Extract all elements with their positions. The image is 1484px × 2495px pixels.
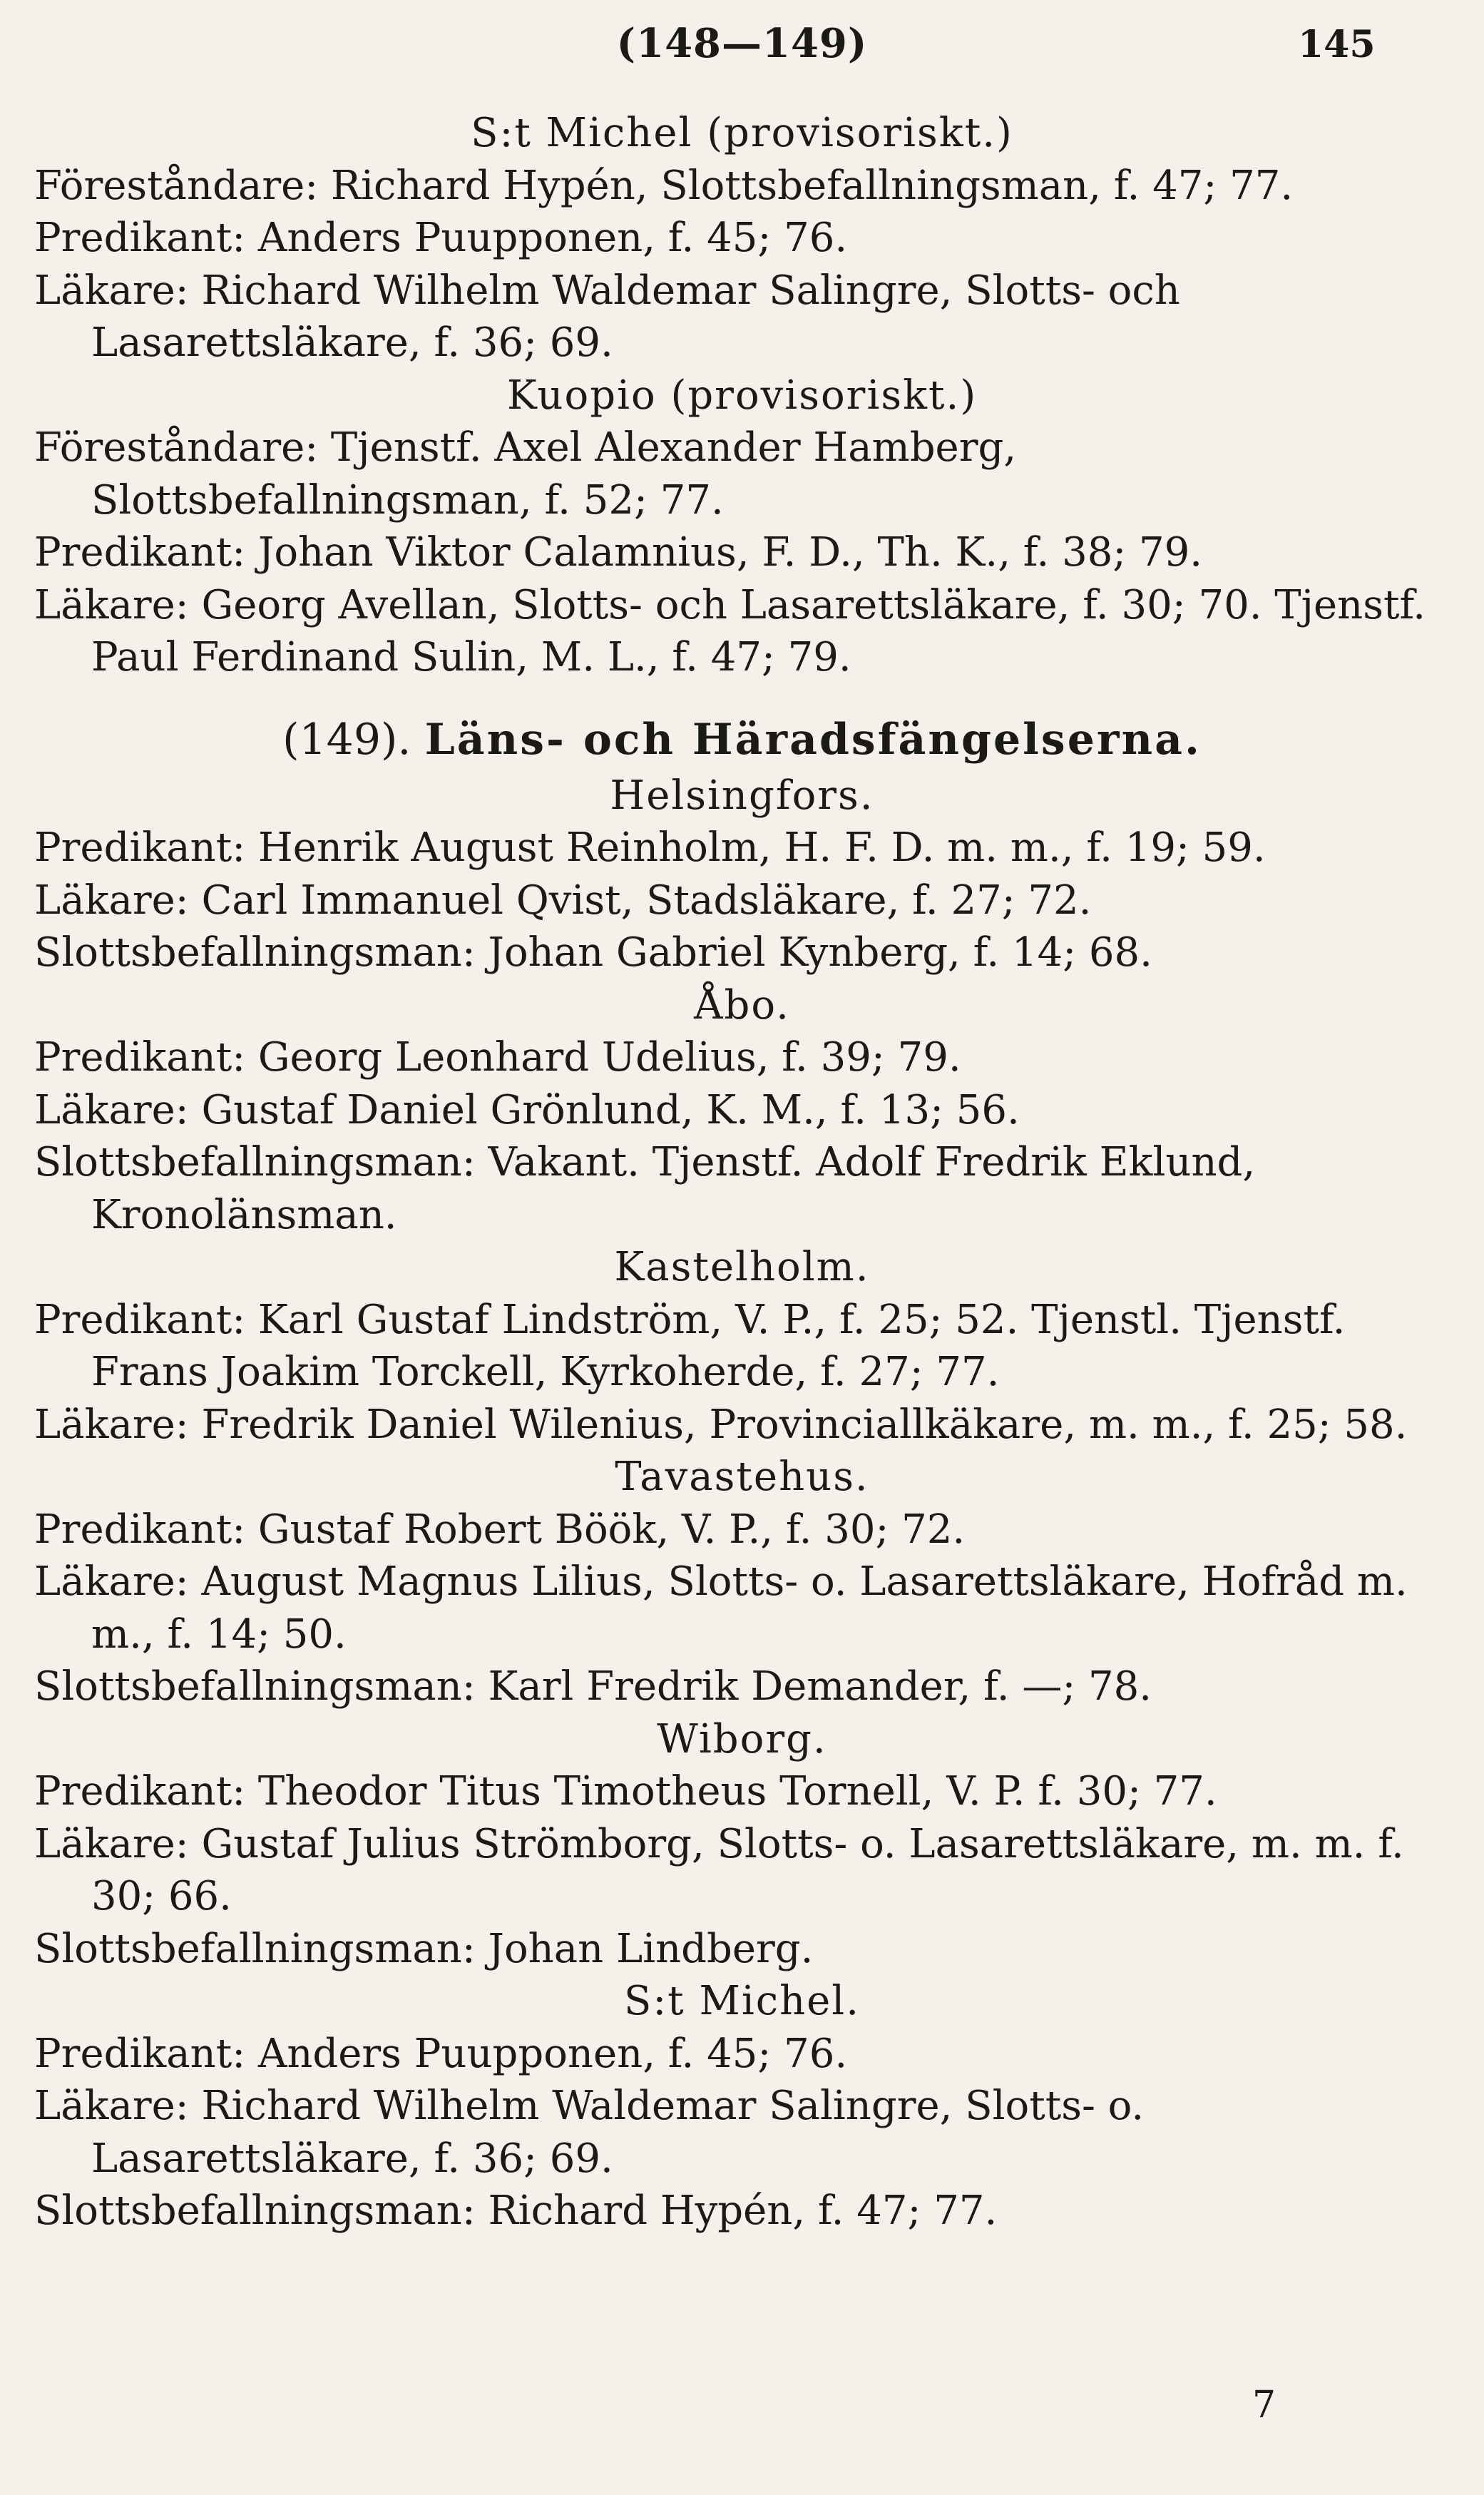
city-heading: Helsingfors. — [610, 772, 874, 819]
section-heading — [34, 710, 1450, 770]
entry: Predikant: Johan Viktor Calamnius, F. D., Th. K., f. 38; 79. — [34, 529, 1203, 576]
entry: Predikant: Anders Puupponen, f. 45; 76. — [34, 215, 848, 261]
entry: Predikant: Karl Gustaf Lindström, V. P., f. 25; 52. Tjenstl. Tjenstf. Frans Joakim Torckell, Kyrkoherde, f. 27; 77. — [34, 1296, 1346, 1395]
city-heading: Tavastehus. — [615, 1454, 869, 1500]
entry: Slottsbefallningsman: Richard Hypén, f. 47; 77. — [34, 2188, 998, 2234]
entry: Läkare: Richard Wilhelm Waldemar Salingre, Slotts- o. Lasarettsläkare, f. 36; 69. — [34, 2083, 1145, 2182]
entry: Läkare: August Magnus Lilius, Slotts- o. Lasarettsläkare, Hofråd m. m., f. 14; 50. — [34, 1558, 1408, 1658]
entry: Läkare: Richard Wilhelm Waldemar Salingre, Slotts- och Lasarettsläkare, f. 36; 69. — [34, 267, 1180, 366]
entry: Predikant: Gustaf Robert Böök, V. P., f. 30; 72. — [34, 1506, 966, 1553]
entry: Läkare: Fredrik Daniel Wilenius, Provinciallkäkare, m. m., f. 25; 58. — [34, 1401, 1408, 1448]
page-range-header: (148—149) — [616, 20, 868, 67]
entry: Läkare: Georg Avellan, Slotts- och Lasarettsläkare, f. 30; 70. Tjenstf. Paul Ferdinand Sulin, M. L., f. 47; 79. — [34, 581, 1426, 680]
section-title: Läns- och Häradsfängelserna. — [424, 714, 1202, 765]
city-heading: Åbo. — [694, 981, 790, 1029]
city-heading: S:t Michel (provisoriskt.) — [471, 110, 1013, 156]
entry: Slottsbefallningsman: Johan Gabriel Kynberg, f. 14; 68. — [34, 929, 1152, 976]
entry: Predikant: Georg Leonhard Udelius, f. 39; 79. — [34, 1034, 961, 1081]
entry: Predikant: Henrik August Reinholm, H. F. D. m. m., f. 19; 59. — [34, 825, 1266, 871]
section-number: (149). — [282, 714, 411, 765]
entry: Föreståndare: Tjenstf. Axel Alexander Hamberg, Slottsbefallningsman, f. 52; 77. — [34, 424, 1017, 524]
city-heading: Kuopio (provisoriskt.) — [506, 372, 978, 419]
entry: Slottsbefallningsman: Johan Lindberg. — [34, 1925, 814, 1972]
city-heading: Kastelholm. — [614, 1244, 870, 1290]
entry: Slottsbefallningsman: Vakant. Tjenstf. Adolf Fredrik Eklund, Kronolänsman. — [34, 1139, 1256, 1238]
entry: Läkare: Carl Immanuel Qvist, Stadsläkare, f. 27; 72. — [34, 877, 1092, 924]
entry: Predikant: Anders Puupponen, f. 45; 76. — [34, 2030, 848, 2077]
entry: Läkare: Gustaf Julius Strömborg, Slotts- o. Lasarettsläkare, m. m. f. 30; 66. — [34, 1820, 1404, 1919]
page-content — [34, 107, 1450, 2238]
entry: Slottsbefallningsman: Karl Fredrik Demander, f. —; 78. — [34, 1663, 1152, 1710]
page-number: 145 — [1298, 23, 1376, 66]
entry: Föreståndare: Richard Hypén, Slottsbefallningsman, f. 47; 77. — [34, 162, 1294, 209]
city-heading: S:t Michel. — [623, 1978, 861, 2024]
signature-mark: 7 — [1252, 2384, 1276, 2427]
entry: Läkare: Gustaf Daniel Grönlund, K. M., f. 13; 56. — [34, 1086, 1020, 1133]
entry: Predikant: Theodor Titus Timotheus Tornell, V. P. f. 30; 77. — [34, 1768, 1217, 1815]
city-heading: Wiborg. — [657, 1715, 827, 1762]
